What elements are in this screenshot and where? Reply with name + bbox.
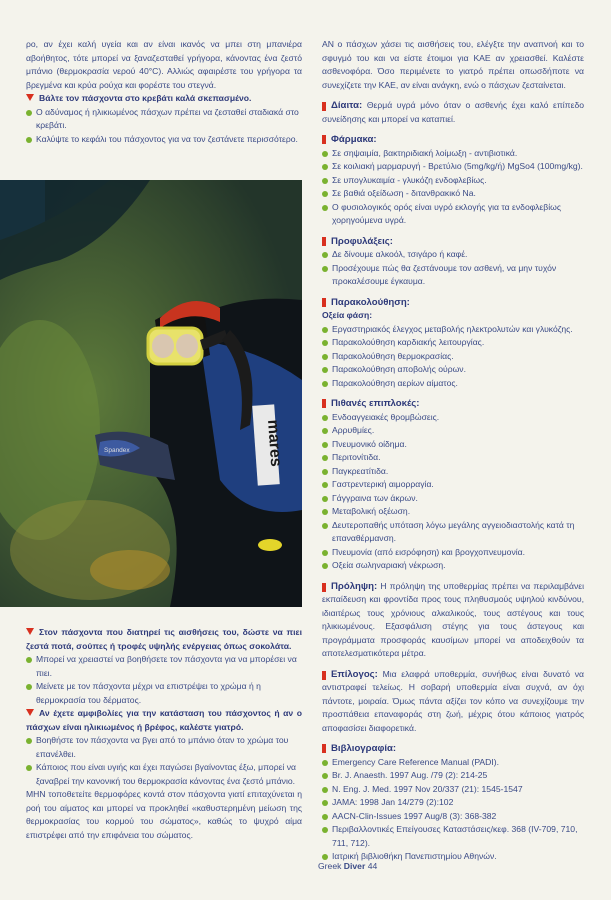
bullet-icon (322, 523, 328, 529)
bullet-icon (322, 482, 328, 488)
bullet-icon (322, 367, 328, 373)
glove-brand-text: Spandex (104, 447, 130, 454)
bullet-icon (322, 550, 328, 556)
list-item: Ο αδύναμος ή ηλικιωμένος πάσχων πρέπει να ζεσταθεί σταδιακά στο κρεβάτι. (26, 106, 302, 133)
left-column (26, 38, 302, 146)
section-marker-icon (322, 583, 326, 592)
bullet-icon (322, 773, 328, 779)
red-triangle-icon (26, 628, 34, 635)
section-marker-icon (322, 744, 326, 753)
bullet-icon (26, 137, 32, 143)
bullet-icon (322, 563, 328, 569)
bullet-icon (322, 178, 328, 184)
section-heading: Φάρμακα: (322, 133, 584, 147)
epilogue-section: Επίλογος: Μια ελαφρά υποθερμία, συνήθως είναι δυνατό να αντιστραφεί τελείως. Η σοβαρή υποθερμία είναι συχνά, αν όχι πάντοτε, μοιραία. Όμως πάντα αξίζει τον κόπο να συνεχίζουμε την προσπάθεια επαναφοράς στη ζωή, μέχρις ότου κάποιος γιατρός αποφασίσει διαφορετικά. (322, 668, 584, 733)
paragraph: ΑΝ ο πάσχων χάσει τις αισθήσεις του, ελέγξτε την αναπνοή και το σφυγμό του και να είστε έτοιμοι για ΚΑΕ αν χρειασθεί. Καλέστε ασθενοφόρα. Όσο περιμένετε το γιατρό πρέπει οπωσδήποτε να συνεχίζετε την ΚΑΕ, αν είναι ανάγκη, ενώ ο πάσχων ζεσταίνεται. (322, 39, 584, 90)
list-item: Ιατρική βιβλιοθήκη Πανεπιστημίου Αθηνών. (322, 850, 584, 864)
list-item: Br. J. Anaesth. 1997 Aug. /79 (2): 214-25 (322, 769, 584, 783)
list-item: Πνευμονία (από εισρόφηση) και βρογχοπνευμονία. (322, 546, 584, 560)
bullet-icon (322, 164, 328, 170)
bullet-icon (322, 469, 328, 475)
bullet-icon (322, 252, 328, 258)
mask-brand-text: mares (264, 419, 285, 468)
bullet-icon (322, 760, 328, 766)
list-item: Εργαστηριακός έλεγχος μεταβολής ηλεκτρολυτών και γλυκόζης. (322, 323, 584, 337)
bullet-icon (322, 787, 328, 793)
diver-photo (0, 180, 302, 607)
paragraph: ρο, αν έχει καλή υγεία και αν είναι ικανός να μπει στη μπανιέρα αβοήθητος, τότε μπορεί να ξαναζεσταθεί γρήγορα, κάνοντας ένα ζεστό μπάνιο (θερμοκρασία νερού 40°C). Αλλιώς αφαιρέστε του γρήγορα τα βρεγμένα και κρύα ρούχα και φορέστε του στεγνά. (26, 39, 302, 90)
red-triangle-icon (26, 709, 34, 716)
bullet-icon (322, 354, 328, 360)
subheading: Οξεία φάση: (322, 310, 373, 320)
list-item: Σε βαθιά οξείδωση - διτανθρακικό Na. (322, 187, 584, 201)
list-item: Παρακολούθηση θερμοκρασίας. (322, 350, 584, 364)
bullet-icon (322, 205, 328, 211)
bullet-icon (322, 428, 328, 434)
bullet-icon (26, 765, 32, 771)
list-item: Παρακολούθηση καρδιακής λειτουργίας. (322, 336, 584, 350)
section-heading: Παρακολούθηση: (322, 296, 584, 310)
section-heading: Πιθανές επιπλοκές: (322, 397, 584, 411)
section-marker-icon (322, 237, 326, 246)
section-marker-icon (322, 671, 326, 680)
bullet-icon (322, 496, 328, 502)
bullet-icon (322, 509, 328, 515)
magazine-brand: Diver (343, 861, 366, 871)
list-item: Δε δίνουμε αλκοόλ, τσιγάρο ή καφέ. (322, 248, 584, 262)
list-item: Σε σηψαιμία, βακτηριδιακή λοίμωξη - αντιβιοτικά. (322, 147, 584, 161)
list-item: Μεταβολική οξέωση. (322, 505, 584, 519)
complications-list (322, 411, 584, 573)
diet-section: Δίαιτα: Θερμά υγρά μόνο όταν ο ασθενής έχει καλό επίπεδο συνείδησης και μπορεί να καταπιεί. (322, 100, 585, 124)
bullet-icon (322, 340, 328, 346)
list-item: Κάποιος που είναι υγιής και έχει παγώσει βγαίνοντας έξω, μπορεί να ξαναβρεί την κανονική του θερμοκρασία κάνοντας ένα ζεστό μπάνιο. (26, 761, 302, 788)
callout-note: Στον πάσχοντα που διατηρεί τις αισθήσεις του, δώστε να πιει ζεστά ποτά, σούπες ή τροφές υψηλής ενέργειας όπως σοκολάτα. (26, 627, 302, 651)
drugs-list (322, 147, 584, 228)
section-heading: Προφυλάξεις: (322, 235, 584, 249)
right-column (322, 38, 584, 864)
list-item: Πνευμονικό οίδημα. (322, 438, 584, 452)
list-item: Προσέχουμε πώς θα ζεστάνουμε τον ασθενή, να μην τυχόν προκαλέσουμε έγκαυμα. (322, 262, 584, 289)
bullet-icon (322, 442, 328, 448)
paragraph: ΜΗΝ τοποθετείτε θερμοφόρες κοντά στον πάσχοντα γιατί επιταχύνεται η ροή του αίματος και μπορεί να προκληθεί «καθυστερημένη μείωση της θερμοκρασίας του κορμού του σώματος», καθώς το ψυχρό αίμα επιστρέφει από την επιφάνεια του σώματος. (26, 789, 302, 840)
list-item: Σε κοιλιακή μαρμαρυγή - Βρετύλιο (5mg/kg/ή) MgSo4 (100mg/kg). (322, 160, 584, 174)
bullet-icon (322, 827, 328, 833)
list-item: Παγκρεατίτιδα. (322, 465, 584, 479)
bullet-icon (322, 415, 328, 421)
list-item: Παρακολούθηση αερίων αίματος. (322, 377, 584, 391)
list-item: Emergency Care Reference Manual (PADI). (322, 756, 584, 770)
list-item: Σε υπογλυκαιμία - γλυκόζη ενδοφλεβίως. (322, 174, 584, 188)
bullet-icon (322, 266, 328, 272)
bullet-icon (322, 800, 328, 806)
red-triangle-icon (26, 94, 34, 101)
bullet-icon (322, 327, 328, 333)
callout-note: Βάλτε τον πάσχοντα στο κρεβάτι καλά σκεπασμένο. (26, 92, 302, 106)
list-item: Παρακολούθηση αποβολής ούρων. (322, 363, 584, 377)
bullet-icon (26, 657, 32, 663)
page-number: 44 (367, 861, 378, 871)
section-marker-icon (322, 135, 326, 144)
list-item: Αρρυθμίες. (322, 424, 584, 438)
list-item: Μείνετε με τον πάσχοντα μέχρι να επιστρέψει το χρώμα ή η θερμοκρασία του δέρματος. (26, 680, 302, 707)
list-item: AACN-Clin-Issues 1997 Aug/8 (3): 368-382 (322, 810, 584, 824)
list-item: N. Eng. J. Med. 1997 Nov 20/337 (21): 1545-1547 (322, 783, 584, 797)
bullet-icon (322, 814, 328, 820)
list-item: Γαστρεντερική αιμορραγία. (322, 478, 584, 492)
list-item: JAMA: 1998 Jan 14/279 (2):102 (322, 796, 584, 810)
left-column-bottom (26, 626, 302, 842)
section-marker-icon (322, 102, 326, 111)
page-footer (318, 860, 377, 874)
list-item: Γάγγραινα των άκρων. (322, 492, 584, 506)
list-item: Ο φυσιολογικός ορός είναι υγρό εκλογής για τα ενδοφλεβίως χορηγούμενα υγρά. (322, 201, 584, 228)
list-item: Ενδοαγγειακές θρομβώσεις. (322, 411, 584, 425)
callout-note: Αν έχετε αμφιβολίες για την κατάσταση του πάσχοντος ή αν ο πάσχων είναι ηλικιωμένος ή βρέφος, καλέστε γιατρό. (26, 708, 302, 732)
section-heading: Βιβλιογραφία: (322, 742, 584, 756)
magazine-prefix: Greek (318, 861, 342, 871)
list-item: Βοηθήστε τον πάσχοντα να βγει από το μπάνιο όταν το χρώμα του επανέλθει. (26, 734, 302, 761)
bibliography-list (322, 756, 584, 864)
list-item: Καλύψτε το κεφάλι του πάσχοντος για να τον ζεστάνετε περισσότερο. (26, 133, 302, 147)
section-marker-icon (322, 298, 326, 307)
precautions-list (322, 248, 584, 289)
prevention-section: Πρόληψη: Η πρόληψη της υποθερμίας πρέπει να περιλαμβάνει εκπαίδευση και φροντίδα προς τους πληθυσμούς υψηλού κινδύνου, ιδιαιτέρως τους χρόνιους αλκαλικούς, τους αστέγους και τους ηλικιωμένους. Εξασφάλιση στέγης για τους άστεγους και προγράμματα προσφοράς καυσίμων μπορεί να αποδειχθούν τα αποτελεσματικότερα μέτρα. (322, 580, 584, 658)
bullet-icon (322, 151, 328, 157)
bullet-icon (322, 191, 328, 197)
bullet-icon (26, 110, 32, 116)
list-item: Οξεία σωληναριακή νέκρωση. (322, 559, 584, 573)
list-item: Περιτονίτιδα. (322, 451, 584, 465)
list-item: Μπορεί να χρειαστεί να βοηθήσετε τον πάσχοντα για να μπορέσει να πιει. (26, 653, 302, 680)
bullet-icon (26, 738, 32, 744)
bullet-icon (26, 684, 32, 690)
bullet-icon (322, 381, 328, 387)
monitor-list (322, 323, 584, 391)
section-marker-icon (322, 399, 326, 408)
list-item: Περιβαλλοντικές Επείγουσες Καταστάσεις/κεφ. 368 (IV-709, 710, 711, 712). (322, 823, 584, 850)
bullet-icon (322, 455, 328, 461)
list-item: Δευτεροπαθής υπόταση λόγω μεγάλης αγγειοδιαστολής κατά τη επαναθέρμανση. (322, 519, 584, 546)
